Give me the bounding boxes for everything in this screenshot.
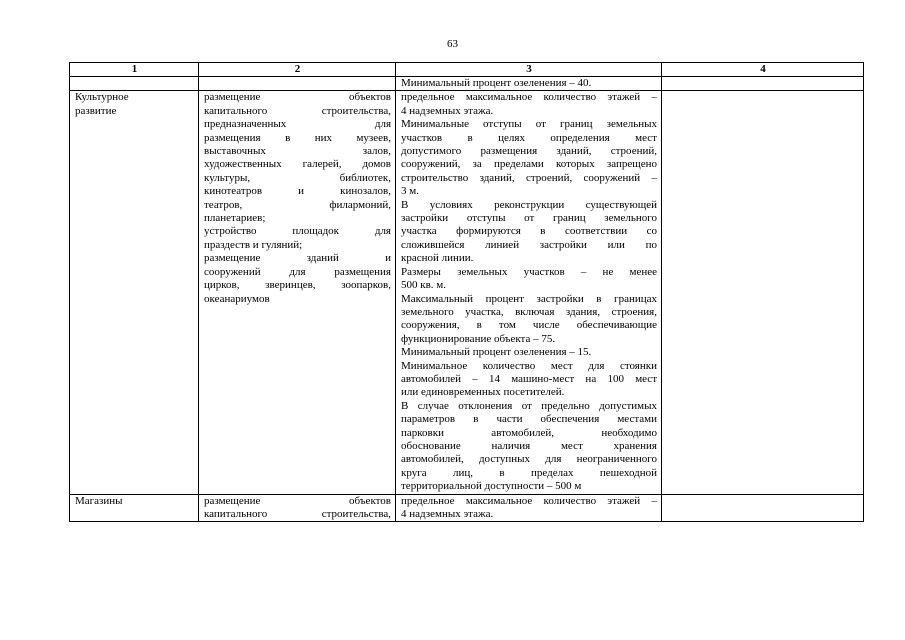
text-line: Минимальные отступы от границ земельных (401, 118, 657, 131)
text-line: устройство площадок для (204, 225, 391, 238)
text-line: 4 надземных этажа. (401, 104, 494, 117)
header-col-3: 3 (396, 63, 662, 77)
cell-use-type (70, 91, 199, 494)
text-line: автомобилей – 14 машино-мест на 100 мест (401, 372, 657, 385)
page-number: 63 (447, 38, 458, 50)
text-line: Минимальный процент озеленения – 15. (401, 346, 592, 359)
cell-empty (662, 494, 864, 522)
text-line: круга лиц, в пределах пешеходной (401, 466, 657, 479)
text-line: предназначенных для (204, 118, 391, 131)
cell-empty (662, 91, 864, 494)
text-line: океанариумов (204, 292, 270, 305)
text-line: размещение объектов (204, 494, 391, 507)
cell-description (199, 91, 396, 494)
text-line: размещение зданий и (204, 252, 391, 265)
header-row (70, 63, 864, 77)
text-line: строительство зданий, строений, сооружений – (401, 171, 657, 184)
text-line: участков в целях определения мест (401, 131, 657, 144)
text-line: сложившейся линией застройки или по (401, 238, 657, 251)
text-line: земельного участка, включая здания, строения, (401, 305, 657, 318)
text-line: параметров в части обеспечения местами (401, 413, 657, 426)
cell-parameters (396, 91, 662, 494)
text-line: театров, филармоний, (204, 198, 391, 211)
text-line: функционирование объекта – 75. (401, 332, 556, 345)
text-line: или единовременных посетителей. (401, 386, 565, 399)
text-line: Размеры земельных участков – не менее (401, 265, 657, 278)
text-line: предельное максимальное количество этажей – (401, 91, 657, 104)
text-line: капитального строительства, (204, 508, 391, 520)
text-line: территориальной доступности – 500 м (401, 480, 582, 493)
text-line: сооружения, в том числе обеспечивающие (401, 319, 657, 332)
text-line: капитального строительства, (204, 104, 391, 117)
cell-empty (70, 77, 199, 91)
text-line: размещения в них музеев, (204, 131, 391, 144)
text-line: Культурное (75, 91, 129, 104)
text-line: 3 м. (401, 185, 419, 198)
text-line: Минимальное количество мест для стоянки (401, 359, 657, 372)
text-line: 500 кв. м. (401, 279, 446, 292)
text-line: 4 надземных этажа. (401, 508, 494, 520)
text-line: планетариев; (204, 212, 266, 225)
text-line: обоснование наличия мест хранения (401, 439, 657, 452)
text-line: Максимальный процент застройки в границах (401, 292, 657, 305)
text-line: застройки отступы от границ земельного (401, 212, 657, 225)
text-line: участка формируются в соответствии со (401, 225, 657, 238)
regulations-table (69, 62, 864, 522)
text-line: допустимого размещения зданий, строений, (401, 145, 657, 158)
cell-use-type: Магазины (70, 494, 199, 522)
text-line: красной линии. (401, 252, 474, 265)
text-line: сооружений для размещения (204, 265, 391, 278)
cell-parameters: Минимальный процент озеленения – 40. (396, 77, 662, 91)
text-line: сооружений, за пределами которых запрещено (401, 158, 657, 171)
text-line: В условиях реконструкции существующей (401, 198, 657, 211)
cell-empty (662, 77, 864, 91)
text-line: выставочных залов, (204, 145, 391, 158)
cell-description (199, 494, 396, 522)
header-col-4: 4 (662, 63, 864, 77)
text-line: парковки автомобилей, необходимо (401, 426, 657, 439)
text-line: праздеств и гуляний; (204, 238, 303, 251)
text-line: цирков, зверинцев, зоопарков, (204, 279, 391, 292)
table-row (70, 494, 864, 522)
header-col-1: 1 (70, 63, 199, 77)
cell-empty (199, 77, 396, 91)
text-line: культуры, библиотек, (204, 171, 391, 184)
cell-parameters (396, 494, 662, 522)
text-line: размещение объектов (204, 91, 391, 104)
text-line: предельное максимальное количество этажей – (401, 494, 657, 507)
text-line: автомобилей, доступных для неограниченного (401, 453, 657, 466)
text-line: развитие (75, 104, 117, 117)
table-row (70, 91, 864, 494)
table-row (70, 77, 864, 91)
text-line: В случае отклонения от предельно допустимых (401, 399, 657, 412)
text-line: художественных галерей, домов (204, 158, 391, 171)
text-line: кинотеатров и кинозалов, (204, 185, 391, 198)
header-col-2: 2 (199, 63, 396, 77)
